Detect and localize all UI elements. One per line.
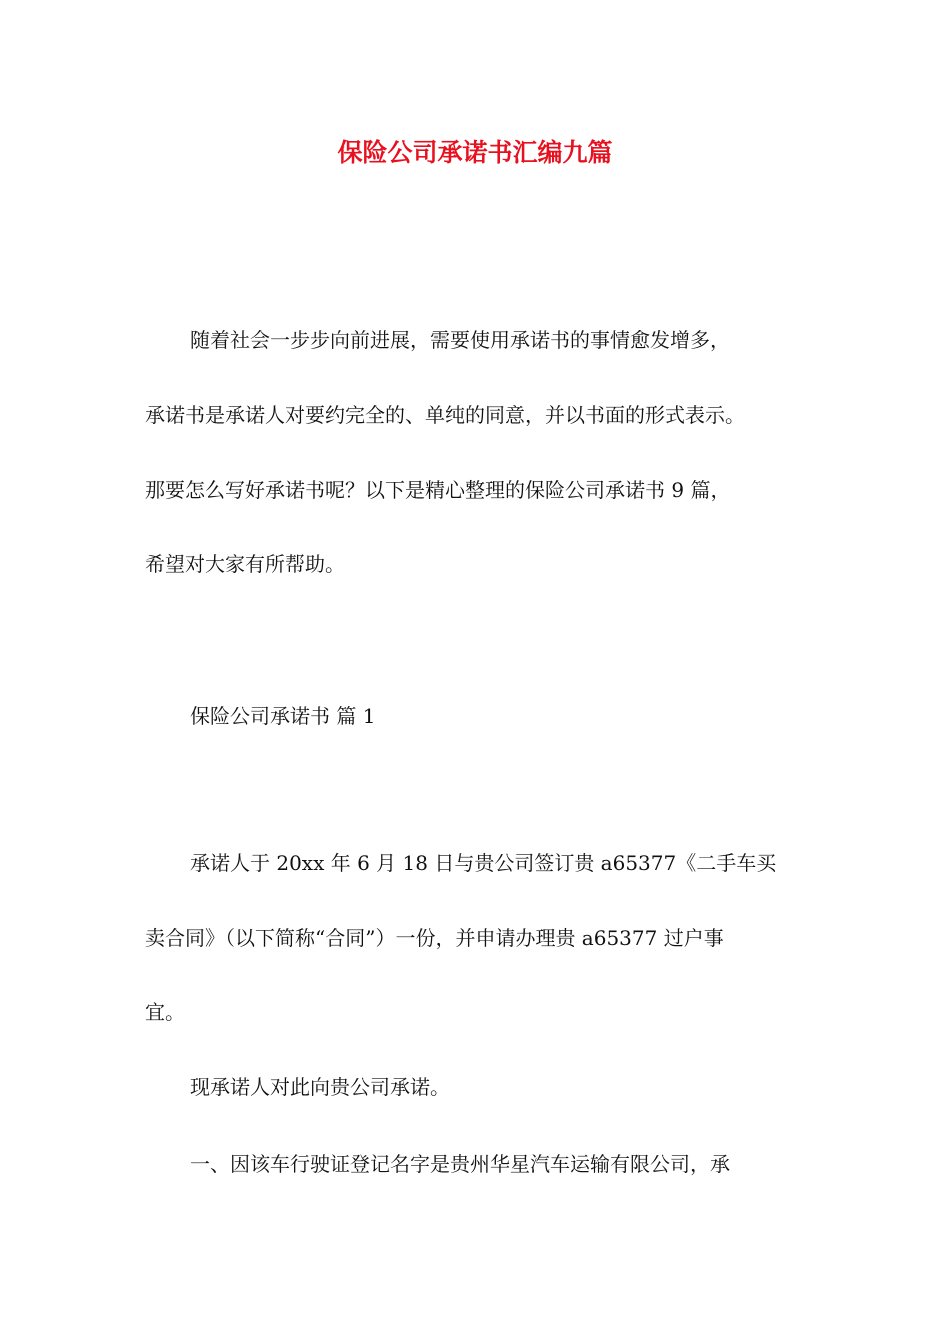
intro-line-2: 承诺书是承诺人对要约完全的、单纯的同意，并以书面的形式表示。 — [145, 403, 745, 427]
intro-line-3: 那要怎么写好承诺书呢？以下是精心整理的保险公司承诺书 9 篇， — [145, 478, 731, 502]
document-title: 保险公司承诺书汇编九篇 — [337, 138, 613, 167]
body-line-1: 承诺人于 20xx 年 6 月 18 日与贵公司签订贵 a65377《二手车买 — [190, 851, 777, 875]
section-heading: 保险公司承诺书 篇 1 — [190, 704, 376, 728]
body-line-2: 卖合同》（以下简称“合同”）一份，并申请办理贵 a65377 过户事 — [145, 926, 724, 950]
body-line-3: 宜。 — [145, 1000, 185, 1024]
intro-line-4: 希望对大家有所帮助。 — [145, 552, 345, 576]
intro-line-1: 随着社会一步步向前进展，需要使用承诺书的事情愈发增多， — [190, 328, 730, 352]
body-line-4: 现承诺人对此向贵公司承诺。 — [190, 1075, 450, 1099]
body-line-5: 一、因该车行驶证登记名字是贵州华星汽车运输有限公司，承 — [190, 1152, 730, 1176]
